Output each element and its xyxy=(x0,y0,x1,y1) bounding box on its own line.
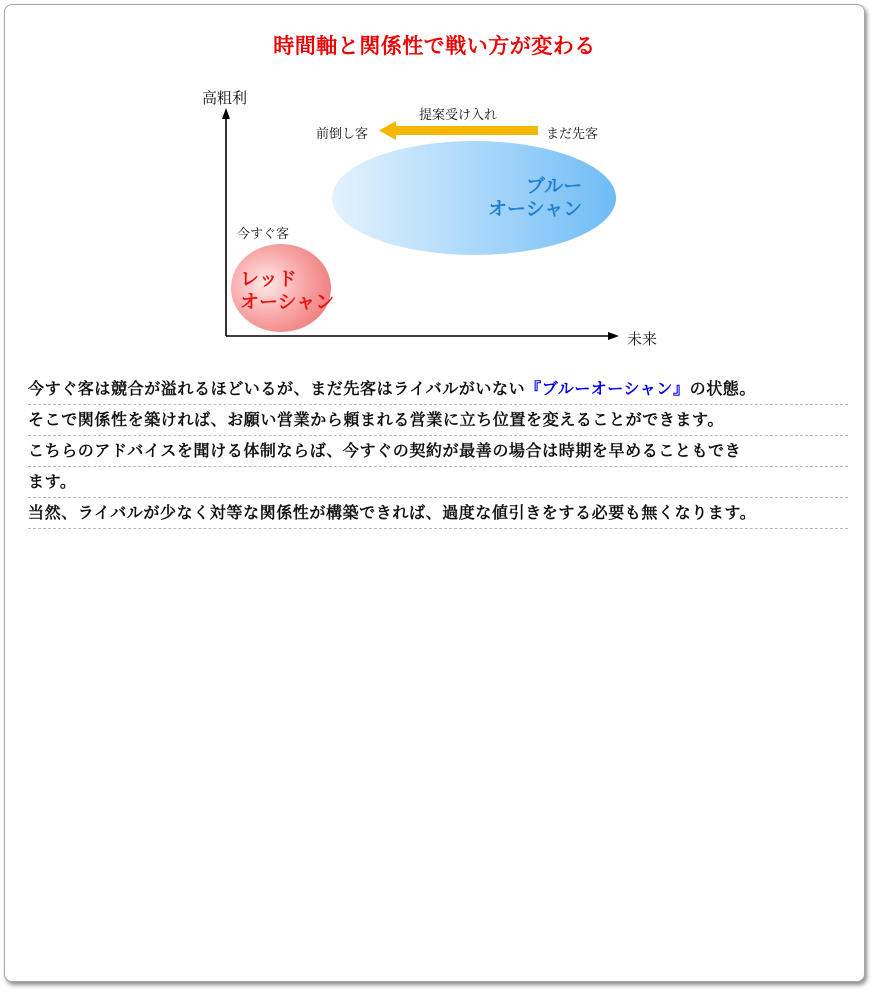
blue-ocean-highlight: 『ブルーオーシャン』 xyxy=(525,379,690,398)
x-axis-label: 未来 xyxy=(627,330,658,348)
text-line-4: ます。 xyxy=(28,467,848,498)
y-axis-label: 高粗利 xyxy=(202,89,248,107)
ocean-diagram xyxy=(0,0,877,360)
text-line-3: こちらのアドバイスを聞ける体制ならば、今すぐの契約が最善の場合は時期を早めることもでき xyxy=(28,436,848,467)
explanation-text xyxy=(28,374,848,529)
proposal-arrow-shaft xyxy=(394,126,538,135)
arrow-start-label: まだ先客 xyxy=(546,127,599,142)
text-line-1 xyxy=(28,374,848,405)
red-ocean-caption: 今すぐ客 xyxy=(237,227,290,242)
text-line-1-suffix: の状態。 xyxy=(689,379,757,398)
y-axis-arrowhead xyxy=(222,108,230,119)
red-ocean-label-line1: レッド xyxy=(240,268,297,290)
arrow-label: 提案受け入れ xyxy=(419,108,498,123)
arrow-end-label: 前倒し客 xyxy=(316,127,369,142)
proposal-arrow-head xyxy=(379,121,396,140)
x-axis-arrowhead xyxy=(608,332,619,340)
text-line-1-prefix: 今すぐ客は競合が溢れるほどいるが、まだ先客はライバルがいない xyxy=(28,379,526,398)
blue-ocean-label-line1: ブルー xyxy=(526,175,583,197)
page-title: 時間軸と関係性で戦い方が変わる xyxy=(273,34,596,58)
text-line-2: そこで関係性を築ければ、お願い営業から頼まれる営業に立ち位置を変えることができます。 xyxy=(28,405,848,436)
blue-ocean-label-line2: オーシャン xyxy=(488,198,583,220)
text-line-5: 当然、ライバルが少なく対等な関係性が構築できれば、過度な値引きをする必要も無くなります。 xyxy=(28,498,848,529)
red-ocean-label-line2: オーシャン xyxy=(240,291,335,313)
